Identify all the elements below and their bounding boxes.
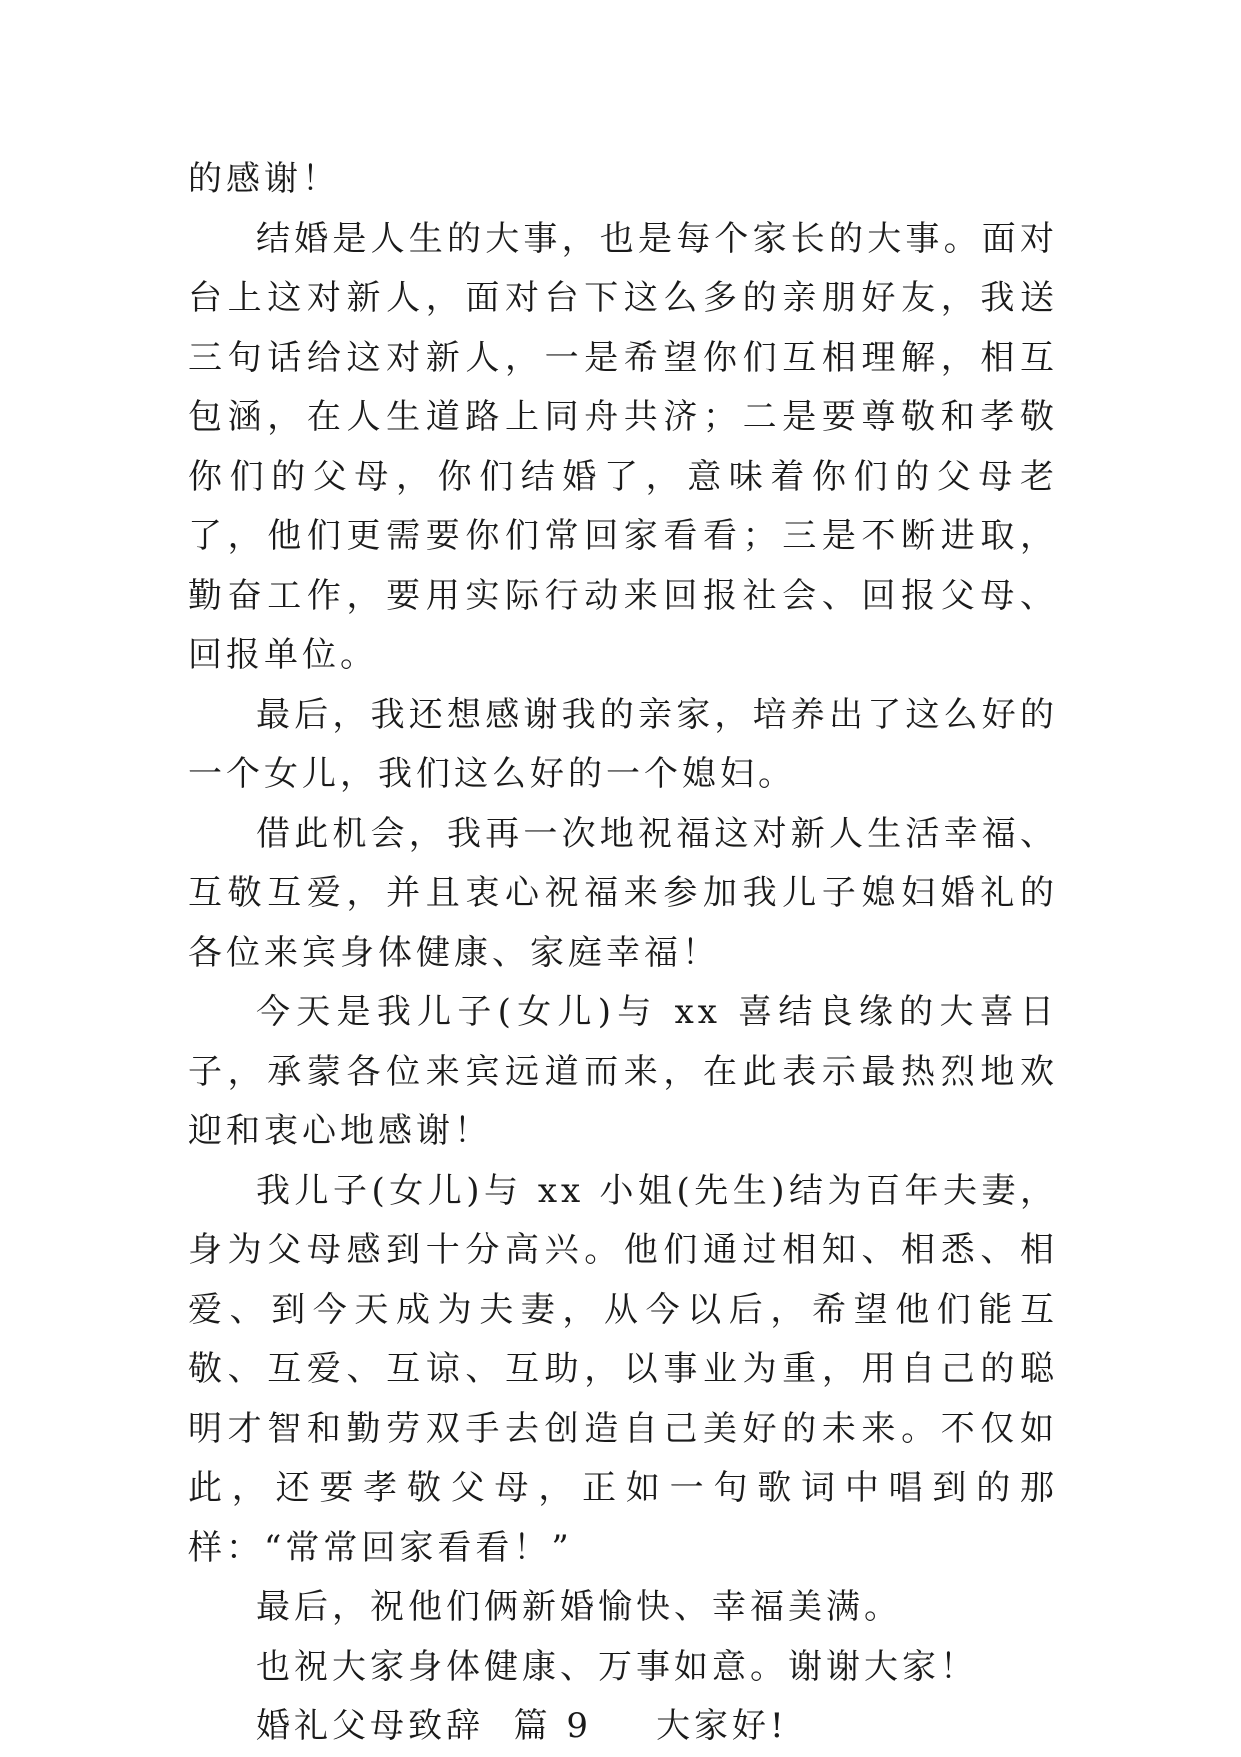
paragraph-4: 借此机会，我再一次地祝福这对新人生活幸福、互敬互爱，并且衷心祝福来参加我儿子媳妇婚礼的各位来宾身体健康、家庭幸福！ — [188, 813, 1058, 973]
paragraph-3: 最后，我还想感谢我的亲家，培养出了这么好的一个女儿，我们这么好的一个媳妇。 — [188, 694, 1058, 794]
greeting-text: 大家好! — [656, 1706, 788, 1746]
section-heading-line — [188, 1697, 1058, 1757]
paragraph-2: 结婚是人生的大事，也是每个家长的大事。面对台上这对新人，面对台下这么多的亲朋好友，我送三句话给这对新人，一是希望你们互相理解，相互包涵，在人生道路上同舟共济；二是要尊敬和孝敬你们的父母，你们结婚了，意味着你们的父母老了，他们更需要你们常回家看看；三是不断进取，勤奋工作，要用实际行动来回报社会、回报父母、回报单位。 — [188, 218, 1058, 675]
paragraph-1: 的感谢！ — [188, 159, 340, 199]
section-heading: 婚礼父母致辞 篇 9 — [256, 1706, 593, 1746]
document-body — [188, 150, 1058, 1757]
paragraph-6: 我儿子(女儿)与 xx 小姐(先生)结为百年夫妻，身为父母感到十分高兴。他们通过相知、相悉、相爱、到今天成为夫妻，从今以后，希望他们能互敬、互爱、互谅、互助，以事业为重，用自己的聪明才智和勤劳双手去创造自己美好的未来。不仅如此，还要孝敬父母，正如一句歌词中唱到的那样：“常常回家看看！” — [188, 1170, 1058, 1568]
paragraph-5: 今天是我儿子(女儿)与 xx 喜结良缘的大喜日子，承蒙各位来宾远道而来，在此表示最热烈地欢迎和衷心地感谢！ — [188, 992, 1058, 1151]
paragraph-7: 最后，祝他们俩新婚愉快、幸福美满。 — [256, 1587, 902, 1627]
paragraph-8: 也祝大家身体健康、万事如意。谢谢大家！ — [256, 1646, 978, 1687]
